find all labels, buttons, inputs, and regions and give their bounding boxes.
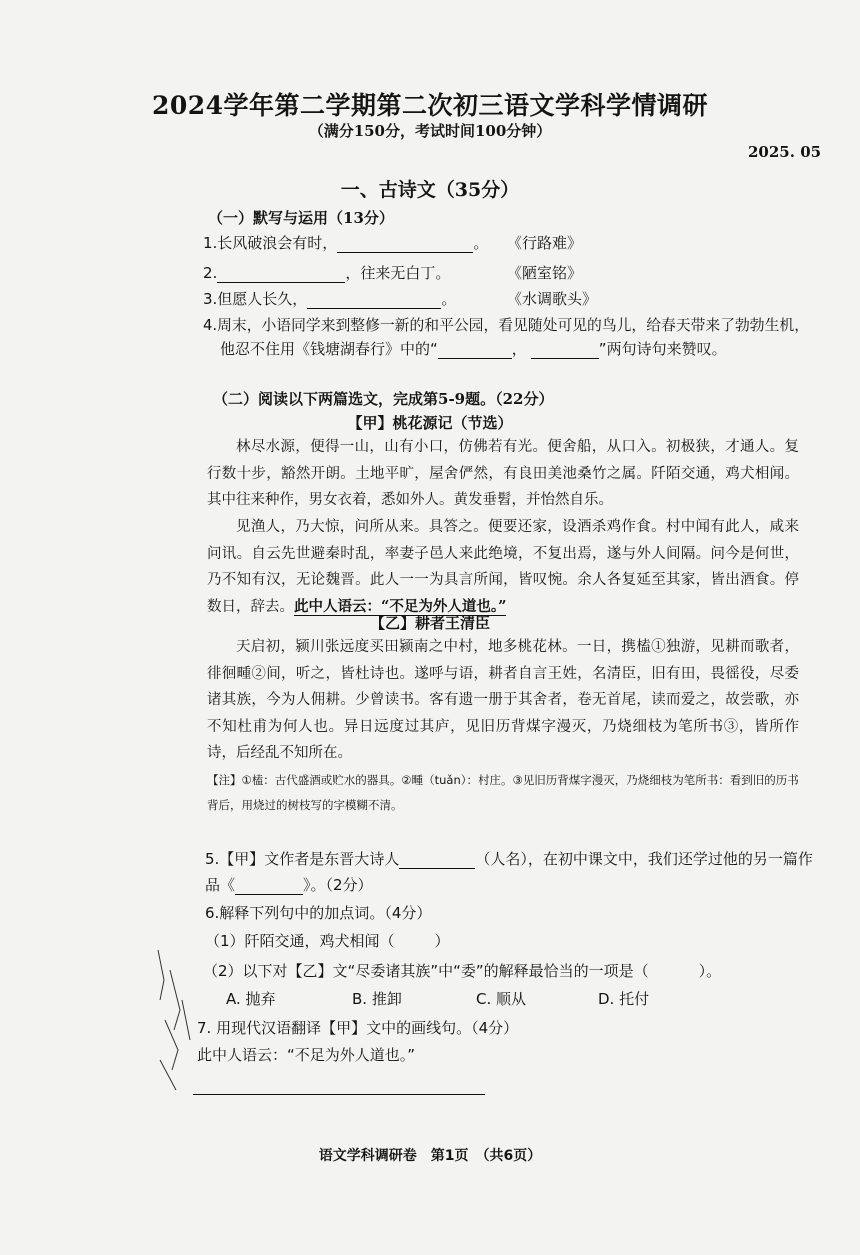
passage-a-heading: 【甲】桃花源记（节选） [347,414,513,432]
question-1 [203,232,488,253]
passage-a-underlined-sentence: 此中人语云：“不足为外人道也。” [294,597,507,615]
q5-suffix: （人名），在初中课文中，我们还学过他的另一篇作 [475,850,813,868]
question-6-2 [203,960,721,981]
question-6: 6.解释下列句中的加点词。（4分） [205,904,432,922]
q1-blank[interactable] [337,236,473,254]
part1-heading: （一）默写与运用（13分） [208,209,394,227]
question-7-sentence: 此中人语云：“不足为外人道也。” [197,1046,416,1064]
question-4-line1: 4.周末，小语同学来到整修一新的和平公园，看见随处可见的鸟儿，给春天带来了勃勃生机， [203,317,809,334]
q3-blank[interactable] [307,292,441,310]
q7-answer-line[interactable] [193,1094,485,1095]
option-c[interactable]: C. 顺从 [476,990,527,1008]
option-d[interactable]: D. 托付 [598,990,650,1008]
q5-work-blank[interactable] [235,878,303,896]
q5-work-suffix: 》。（2分） [303,876,373,894]
q2-prefix: 2. [203,264,218,282]
passage-b-paragraph: 天启初，颍川张远度买田颍南之中村，地多桃花林。一日，携榼①独游，见耕而歌者，徘徊畽②间，听之，皆杜诗也。遂呼与语，耕者自言王姓，名清臣，旧有田，畏徭役，尽委诸其族，今为人佣耕。少曾读书。客有遗一册于其舍者，卷无首尾，读而爱之，故尝歌，亦不知杜甫为何人也。异日远度过其庐，见旧历背煤字漫灭，乃烧细枝为笔所书③，皆所作诗，后经乱不知所在。 [207,639,799,761]
q3-suffix: 。 [441,290,457,308]
question-3 [203,288,456,309]
q6-1-close: ） [434,932,450,950]
passage-a-paragraph-1: 林尽水源，便得一山，山有小口，仿佛若有光。便舍船，从口入。初极狭，才通人。复行数十步，豁然开朗。土地平旷，屋舍俨然，有良田美池桑竹之属。阡陌交通，鸡犬相闻。其中往来种作，男女衣着，悉如外人。黄发垂髫，并怡然自乐。 [207,439,799,508]
q6-2-close: ）。 [698,962,722,980]
q4-prefix: 他忍不住用《钱塘湖春行》中的“ [220,340,438,358]
passage-b-heading: 【乙】耕者王清臣 [369,614,490,632]
q5-author-blank[interactable] [399,852,475,870]
question-2 [203,262,450,283]
part2-heading: （二）阅读以下两篇选文，完成第5-9题。（22分） [213,390,554,408]
q1-source: 《行路难》 [507,234,583,252]
q1-suffix: 。 [473,234,489,252]
exam-date: 2025. 05 [748,143,822,161]
pen-scribble [150,940,210,1100]
q4-blank-2[interactable] [531,342,599,360]
q2-suffix: ，往来无白丁。 [345,264,451,282]
question-5-line2 [205,874,373,895]
q5-prefix: 5.【甲】文作者是东晋大诗人 [205,850,400,868]
question-6-1 [205,930,450,951]
q6-2-text: （2）以下对【乙】文“尽委诸其族”中“委”的解释最恰当的一项是（ [203,962,649,980]
exam-title: 2024学年第二学期第二次初三语文学科学情调研 [151,91,709,120]
section-heading: 一、古诗文（35分） [340,179,520,201]
q3-prefix: 3.但愿人长久， [203,290,308,308]
question-5-line1 [205,848,813,869]
question-7: 7. 用现代汉语翻译【甲】文中的画线句。（4分） [197,1019,519,1037]
question-4-line2 [220,338,727,359]
q6-1-text: （1）阡陌交通，鸡犬相闻（ [205,932,395,950]
passage-a-paragraph-2 [207,514,799,620]
option-b[interactable]: B. 推卸 [352,990,402,1008]
option-a[interactable]: A. 抛弃 [226,990,276,1008]
q1-prefix: 1.长风破浪会有时， [203,234,338,252]
q3-source: 《水调歌头》 [507,290,598,308]
passage-a-p2-text: 见渔人，乃大惊，问所从来。具答之。便要还家，设酒杀鸡作食。村中闻有此人，咸来问讯。自云先世避秦时乱，率妻子邑人来此绝境，不复出焉，遂与外人间隔。问今是何世，乃不知有汉，无论魏晋。此人一一为具言所闻，皆叹惋。余人各复延至其家，皆出酒食。停数日，辞去。 [207,519,799,615]
q2-blank[interactable] [217,266,345,284]
q4-blank-1[interactable] [438,342,512,360]
passage-b-note: 【注】①榼：古代盛酒或贮水的器具。②畽（tuǎn）：村庄。③见旧历背煤字漫灭，乃烧细枝为笔所书：看到旧的历书背后，用烧过的树枝写的字模糊不清。 [207,773,799,812]
page-footer: 语文学科调研卷 第1页 （共6页） [318,1148,542,1164]
q2-source: 《陋室铭》 [507,264,583,282]
q5-work-prefix: 品《 [205,876,236,894]
exam-subtitle: （满分150分，考试时间100分钟） [308,122,552,140]
q4-mid: ， [511,340,527,358]
q4-suffix: ”两句诗句来赞叹。 [598,340,727,358]
